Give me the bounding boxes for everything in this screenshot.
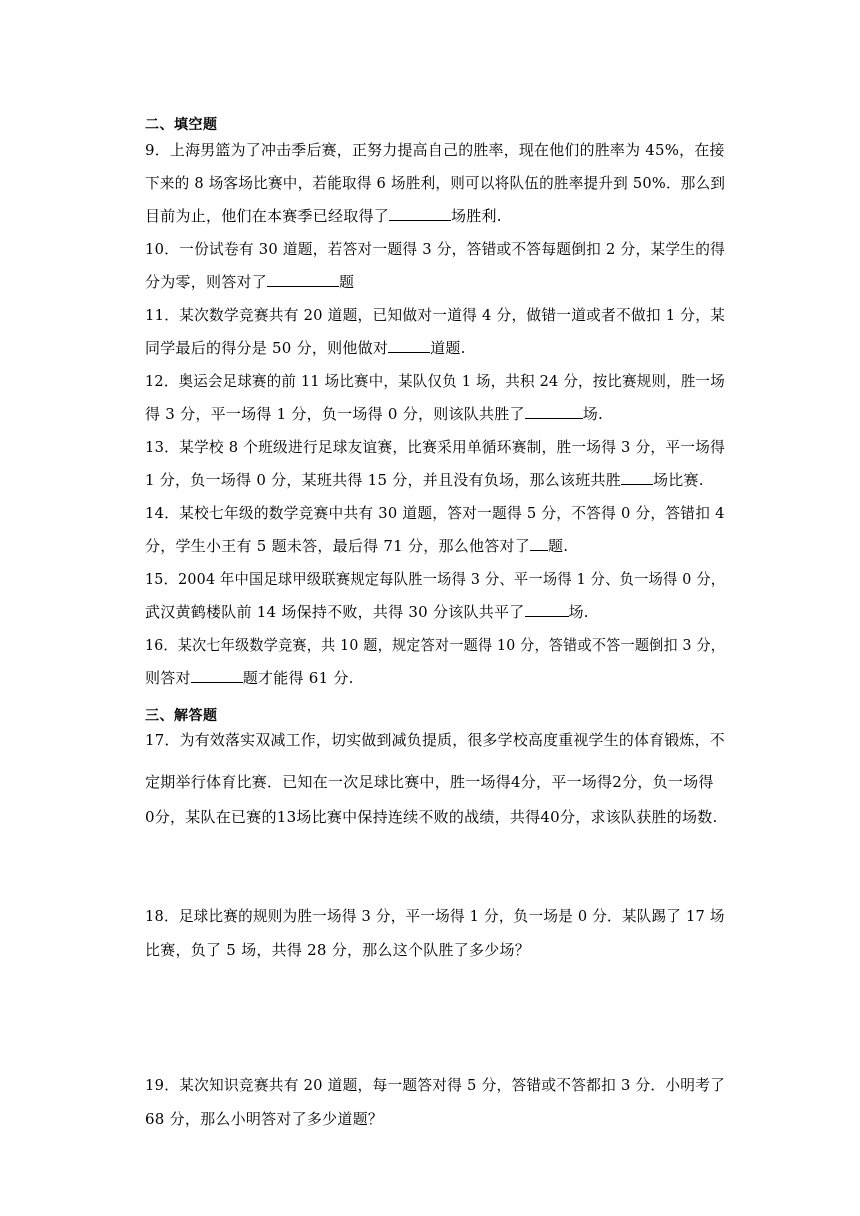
question-18-line-2: 比赛，负了 5 场，共得 28 分，那么这个队胜了多少场？ bbox=[145, 941, 530, 959]
question-9-line-3 bbox=[145, 206, 725, 226]
question-15-line-2 bbox=[145, 602, 725, 622]
question-11-line-1: 11．某次数学竞赛共有 20 道题，已知做对一道得 4 分，做错一道或者不做扣 1 分，某 bbox=[145, 306, 726, 324]
question-17-line-1: 17．为有效落实双减工作，切实做到减负提质，很多学校高度重视学生的体育锻炼，不 bbox=[145, 731, 725, 749]
question-13-line-2 bbox=[145, 470, 725, 490]
question-10-line-1: 10．一份试卷有 30 道题，若答对一题得 3 分，答错或不答每题倒扣 2 分，某学生的得 bbox=[145, 240, 726, 258]
question-9-line-2: 下来的 8 场客场比赛中，若能取得 6 场胜利，则可以将队伍的胜率提升到 50%．那么到 bbox=[145, 174, 726, 192]
question-13-line-1: 13．某学校 8 个班级进行足球友谊赛，比赛采用单循环赛制，胜一场得 3 分，平一场得 bbox=[145, 438, 726, 456]
question-15-text-after-blank: 场. bbox=[568, 603, 589, 621]
answer-blank-9[interactable] bbox=[389, 206, 451, 221]
question-17-line-3: 0分，某队在已赛的13场比赛中保持连续不败的战绩，共得40分，求该队获胜的场数. bbox=[145, 808, 718, 826]
answer-blank-15[interactable] bbox=[525, 602, 569, 617]
question-14-text-before-blank: 分，学生小王有 5 题未答，最后得 71 分，那么他答对了 bbox=[145, 537, 530, 555]
question-9-line-1: 9．上海男篮为了冲击季后赛，正努力提高自己的胜率，现在他们的胜率为 45%，在接 bbox=[145, 141, 725, 159]
section-title-solve: 三、解答题 bbox=[145, 708, 218, 724]
question-13-text-before-blank: 1 分，负一场得 0 分，某班共得 15 分，并且没有负场，那么该班共胜 bbox=[145, 471, 622, 489]
answer-blank-13[interactable] bbox=[621, 470, 653, 485]
question-16-line-1: 16．某次七年级数学竞赛，共 10 题，规定答对一题得 10 分，答错或不答一题倒扣 3 分， bbox=[145, 636, 726, 654]
section-title-fill-in: 二、填空题 bbox=[145, 117, 218, 133]
question-18-line-1: 18．足球比赛的规则为胜一场得 3 分，平一场得 1 分，负一场是 0 分．某队踢了 17 场 bbox=[145, 907, 725, 925]
answer-blank-16[interactable] bbox=[191, 668, 243, 683]
question-13-text-after-blank: 场比赛. bbox=[653, 471, 704, 489]
answer-blank-12[interactable] bbox=[525, 404, 583, 419]
question-11-text-before-blank: 同学最后的得分是 50 分，则他做对 bbox=[145, 339, 389, 357]
question-16-line-2 bbox=[145, 668, 725, 688]
answer-blank-11[interactable] bbox=[388, 338, 430, 353]
question-17-line-2: 定期举行体育比赛．已知在一次足球比赛中，胜一场得4分，平一场得2分，负一场得 bbox=[145, 773, 714, 791]
question-12-line-2 bbox=[145, 404, 725, 424]
question-16-text-before-blank: 则答对 bbox=[145, 669, 191, 687]
question-12-line-1: 12．奥运会足球赛的前 11 场比赛中，某队仅负 1 场，共积 24 分，按比赛规则，胜一场 bbox=[145, 372, 725, 390]
question-11-line-2 bbox=[145, 338, 725, 358]
question-15-text-before-blank: 武汉黄鹤楼队前 14 场保持不败，共得 30 分该队共平了 bbox=[145, 603, 525, 621]
question-14-text-after-blank: 题. bbox=[547, 537, 569, 555]
question-16-text-after-blank: 题才能得 61 分. bbox=[242, 669, 354, 687]
question-19-line-2: 68 分，那么小明答对了多少道题？ bbox=[145, 1110, 384, 1128]
question-15-line-1: 15．2004 年中国足球甲级联赛规定每队胜一场得 3 分、平一场得 1 分、负一场得 0 分， bbox=[145, 570, 726, 588]
question-12-text-before-blank: 得 3 分，平一场得 1 分，负一场得 0 分，则该队共胜了 bbox=[145, 405, 525, 423]
question-11-text-after-blank: 道题. bbox=[430, 339, 466, 357]
answer-blank-10[interactable] bbox=[267, 272, 339, 287]
question-12-text-after-blank: 场. bbox=[582, 405, 604, 423]
question-9-text-before-blank: 目前为止，他们在本赛季已经取得了 bbox=[145, 207, 390, 225]
question-19-line-1: 19．某次知识竞赛共有 20 道题，每一题答对得 5 分，答错或不答都扣 3 分．小明考了 bbox=[145, 1076, 726, 1094]
question-9-text-after-blank: 场胜利. bbox=[451, 207, 502, 225]
answer-blank-14[interactable] bbox=[530, 536, 548, 551]
question-10-text-before-blank: 分为零，则答对了 bbox=[145, 273, 268, 291]
question-10-line-2 bbox=[145, 272, 725, 292]
question-10-text-after-blank: 题 bbox=[339, 273, 355, 291]
question-14-line-2 bbox=[145, 536, 725, 556]
question-14-line-1: 14．某校七年级的数学竞赛中共有 30 道题，答对一题得 5 分，不答得 0 分，答错扣 4 bbox=[145, 504, 725, 522]
